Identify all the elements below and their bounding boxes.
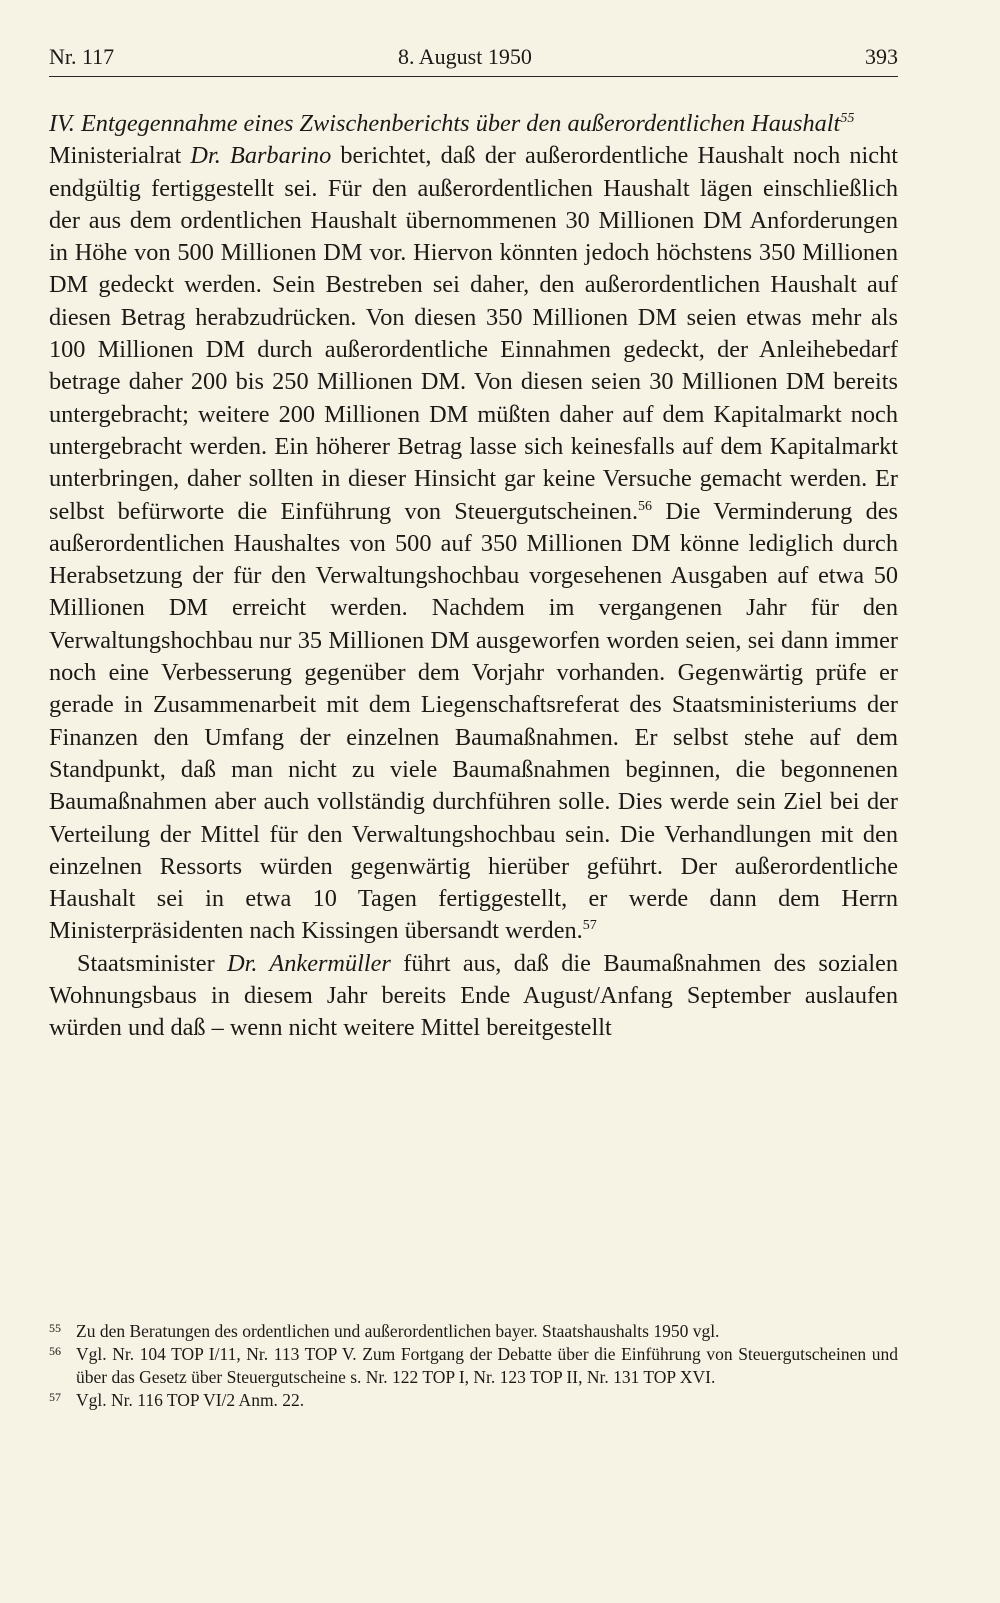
footnote xyxy=(49,1343,898,1389)
running-header xyxy=(49,44,898,77)
footnote-number: 56 xyxy=(49,1344,61,1358)
footnote-ref-56[interactable]: 56 xyxy=(638,498,653,514)
footnote-ref-57[interactable]: 57 xyxy=(582,918,597,934)
document-number: Nr. 117 xyxy=(49,44,115,69)
speaker-name: Dr. Barbarino xyxy=(190,142,332,170)
footnotes xyxy=(49,1320,898,1412)
paragraph-text: berichtet, daß der außerordentliche Haushalt noch nicht endgültig fertiggestellt sei. Für den außerordentlichen Haushalt lägen einschließlich der aus dem ordentlichen Haushalt übernommenen 30 Millionen DM Anforderungen in Höhe von 500 Millionen DM vor. Hiervon könnten jedoch höchstens 350 Millionen DM gedeckt werden. Sein Bestreben sei daher, den außerordentlichen Haushalt auf diesen Betrag herabzudrücken. Von diesen 350 Millionen DM seien etwas mehr als 100 Millionen DM durch außerordentliche Einnahmen gedeckt, der Anleihebedarf betrage daher 200 bis 250 Millionen DM. Von diesen seien 30 Millionen DM bereits untergebracht; weitere 200 Millionen DM müßten daher auf dem Kapitalmarkt noch untergebracht werden. Ein höherer Betrag lasse sich keinesfalls auf dem Kapitalmarkt unterbringen, daher sollten in dieser Hinsicht gar keine Versuche gemacht werden. Er selbst befürworte die Einführung von Steuergutscheinen. xyxy=(49,142,898,525)
section-heading xyxy=(49,108,898,140)
main-text xyxy=(49,108,898,1045)
footnote xyxy=(49,1389,898,1412)
section-title-text: IV. Entgegennahme eines Zwischenberichts über den außerordentlichen Haushalt xyxy=(49,110,841,137)
paragraph-barbarino xyxy=(49,140,898,947)
footnote-number: 55 xyxy=(49,1321,61,1335)
paragraph-ankermueller xyxy=(49,948,898,1045)
footnote-number: 57 xyxy=(49,1390,61,1404)
speaker-name: Dr. Ankermüller xyxy=(227,949,391,977)
page-number: 393 xyxy=(865,44,898,69)
paragraph-text: führt aus, daß die Baumaßnahmen des sozialen Wohnungsbaus in diesem Jahr bereits Ende August/Anfang September auslaufen würden und daß – wenn nicht weitere Mittel bereitgestellt xyxy=(49,949,898,1042)
footnote-ref-55[interactable]: 55 xyxy=(840,111,855,126)
footnote-text: Vgl. Nr. 104 TOP I/11, Nr. 113 TOP V. Zum Fortgang der Debatte über die Einführung von Steuergutscheinen und über das Gesetz über Steuergutscheine s. Nr. 122 TOP I, Nr. 123 TOP II, Nr. 131 TOP XVI. xyxy=(76,1344,898,1387)
footnote-text: Zu den Beratungen des ordentlichen und außerordentlichen bayer. Staatshaushalts 1950 vgl. xyxy=(76,1321,720,1341)
footnote-text: Vgl. Nr. 116 TOP VI/2 Anm. 22. xyxy=(76,1390,305,1410)
paragraph-text: Staatsminister xyxy=(77,949,228,977)
footnote xyxy=(49,1320,898,1343)
paragraph-text: Ministerialrat xyxy=(49,142,191,170)
paragraph-text: Die Verminderung des außerordentlichen Haushaltes von 500 auf 350 Millionen DM könne lediglich durch Herabsetzung der für den Verwaltungshochbau vorgesehenen Ausgaben auf etwa 50 Millionen DM erreicht werden. Nachdem im vergangenen Jahr für den Verwaltungshochbau nur 35 Millionen DM ausgeworfen worden seien, sei dann immer noch eine Verbesserung gegenüber dem Vorjahr vorhanden. Gegenwärtig prüfe er gerade in Zusammenarbeit mit dem Liegenschaftsreferat des Staatsministeriums der Finanzen den Umfang der einzelnen Baumaßnahmen. Er selbst stehe auf dem Standpunkt, daß man nicht zu viele Baumaßnahmen beginnen, die begonnenen Baumaßnahmen aber auch vollständig durchführen solle. Dies werde sein Ziel bei der Verteilung der Mittel für den Verwaltungshochbau sein. Die Verhandlungen mit den einzelnen Ressorts würden gegenwärtig hierüber geführt. Der außerordentliche Haushalt sei in etwa 10 Tagen fertiggestellt, er werde dann dem Herrn Ministerpräsidenten nach Kissingen übersandt werden. xyxy=(49,497,898,945)
header-date: 8. August 1950 xyxy=(398,44,532,69)
